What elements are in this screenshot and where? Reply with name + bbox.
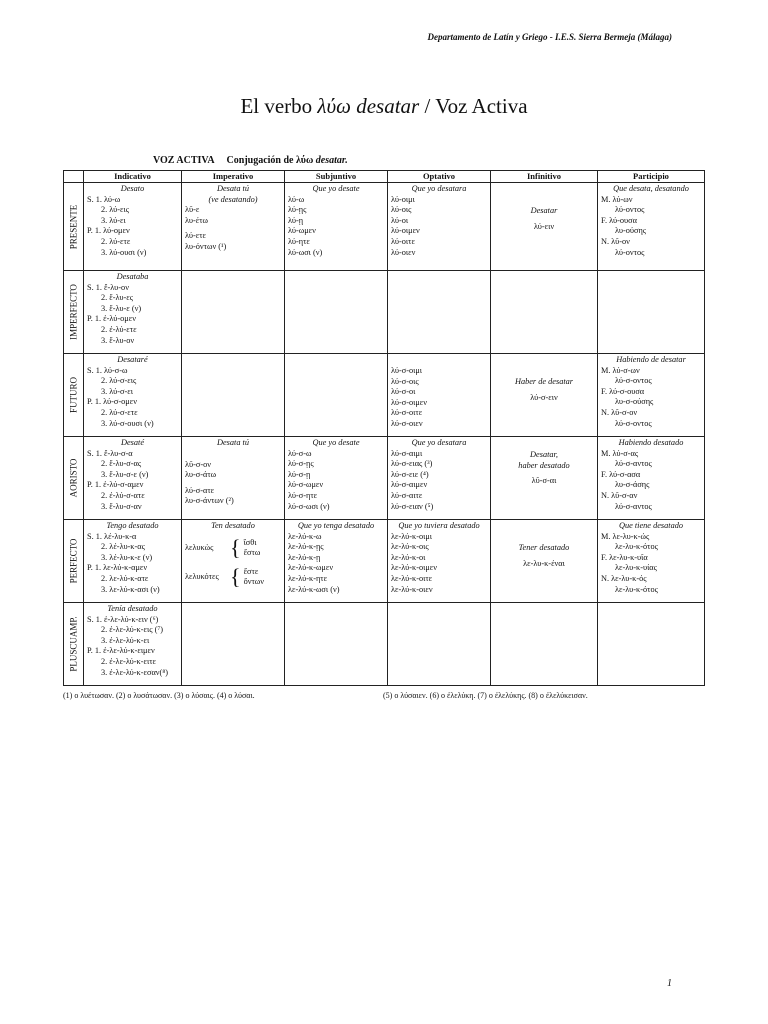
form-line: λύ-οις bbox=[391, 205, 412, 215]
empty-cell bbox=[285, 603, 388, 686]
cell-pluscuamperfecto-indicativo bbox=[84, 603, 182, 686]
form-line: λύ-ω bbox=[288, 194, 305, 204]
table-row bbox=[64, 603, 705, 686]
form-line: λύ-σ-οιεν bbox=[391, 418, 423, 428]
form-line: λύ-ωσι (ν) bbox=[288, 247, 323, 257]
cell-futuro-infinitivo bbox=[491, 354, 598, 437]
form-line: λύ-οιεν bbox=[391, 247, 416, 257]
mood-heading: Tengo desatado bbox=[106, 521, 159, 530]
empty-cell bbox=[182, 354, 285, 437]
form-line: 2. ἐ-λε-λύ-κ-ειτε bbox=[101, 656, 157, 666]
form-line: λύ-οι bbox=[391, 215, 409, 225]
form-line: N. λῦ-ον bbox=[601, 236, 630, 246]
empty-cell bbox=[285, 354, 388, 437]
form-line: λυ-ούσης bbox=[615, 226, 647, 236]
form-line: λύ-σ-οιμι bbox=[391, 366, 423, 375]
footnotes-right: (5) ο λύσαιεν. (6) ο ἐλελύκη. (7) ο ἐλελύκης. (8) ο ἐλελύκεισαν. bbox=[383, 691, 588, 700]
form-line: λε-λυ-κ-υίας bbox=[615, 563, 657, 573]
form-line: ὄντων bbox=[243, 577, 265, 587]
form-line: λύ-σ-οις bbox=[391, 376, 419, 386]
form-line: 2. λε-λύ-κ-ατε bbox=[101, 573, 149, 583]
form-line: 2. ἔ-λυ-σ-ας bbox=[101, 459, 142, 469]
form-line: 3. λύ-ουσι (ν) bbox=[101, 247, 147, 257]
mood-heading: Habiendo de desatar bbox=[616, 355, 686, 364]
cell-aoristo-subjuntivo bbox=[285, 437, 388, 520]
form-line: ἴσθι bbox=[243, 537, 257, 547]
form-line: λῦ-σ-αι bbox=[531, 476, 557, 486]
form-line: 2. λέ-λυ-κ-ας bbox=[101, 542, 145, 552]
form-line: M. λε-λυ-κ-ώς bbox=[601, 531, 650, 541]
form-line: λυ-σ-άτω bbox=[185, 470, 217, 480]
cell-perfecto-indicativo bbox=[84, 520, 182, 603]
form-line: λύ-σ-οι bbox=[391, 387, 416, 397]
cell-futuro-optativo bbox=[388, 354, 491, 437]
mood-heading: Desatar, bbox=[530, 450, 558, 459]
form-line: λύ-σ-οιτε bbox=[391, 408, 423, 418]
table-row bbox=[64, 520, 705, 603]
mood-heading: Habiendo desatado bbox=[618, 438, 684, 447]
form-line: λύ-σ-ατε bbox=[185, 485, 215, 495]
form-line: λύ-ετε bbox=[185, 231, 207, 241]
form-line: λύ-ητε bbox=[288, 236, 310, 246]
title-greek: λύω bbox=[317, 94, 351, 118]
caption-greek: λύω bbox=[295, 155, 314, 166]
form-line: N. λε-λυ-κ-ός bbox=[601, 573, 647, 583]
form-line: λύ-σ-ειας (³) bbox=[391, 459, 433, 469]
form-line: P. 1. ἐ-λε-λύ-κ-ειμεν bbox=[87, 646, 155, 656]
form-line: 2. ἐ-λύ-σ-ατε bbox=[101, 490, 145, 500]
empty-cell bbox=[182, 603, 285, 686]
form-line: λύ-σ-οντος bbox=[615, 418, 652, 428]
col-optativo: Optativo bbox=[388, 171, 491, 183]
form-line: 2. λύ-ετε bbox=[101, 236, 131, 246]
table-row bbox=[64, 183, 705, 271]
conjugation-table bbox=[63, 170, 705, 686]
cell-perfecto-imperativo bbox=[182, 520, 285, 603]
title-gloss: desatar bbox=[356, 94, 420, 118]
empty-cell bbox=[388, 271, 491, 354]
form-line: ἔστε bbox=[243, 566, 259, 576]
page-title bbox=[0, 94, 768, 119]
cell-perfecto-infinitivo bbox=[491, 520, 598, 603]
form-line: M. λύ-ων bbox=[601, 194, 633, 204]
table-caption bbox=[153, 155, 348, 166]
cell-futuro-indicativo bbox=[84, 354, 182, 437]
title-suffix: / Voz Activa bbox=[419, 94, 528, 118]
cell-aoristo-infinitivo bbox=[491, 437, 598, 520]
form-line: N. λῦ-σ-ον bbox=[601, 407, 638, 417]
form-line: λύ-σ-ειε (⁴) bbox=[391, 469, 429, 479]
form-line: λύ-ῃς bbox=[288, 205, 307, 215]
form-line: 3. ἔ-λυ-ε (ν) bbox=[101, 303, 142, 313]
form-line: λύ-ειν bbox=[533, 221, 555, 231]
form-line: F. λύ-σ-ουσα bbox=[601, 386, 645, 396]
cell-aoristo-optativo bbox=[388, 437, 491, 520]
form-line: 3. λύ-ει bbox=[101, 215, 126, 225]
form-line: λύ-σ-αιτε bbox=[391, 490, 423, 500]
cell-perfecto-subjuntivo bbox=[285, 520, 388, 603]
caption-voice: VOZ ACTIVA bbox=[153, 155, 215, 166]
cell-aoristo-imperativo bbox=[182, 437, 285, 520]
table-row bbox=[64, 271, 705, 354]
cell-presente-imperativo bbox=[182, 183, 285, 271]
cell-presente-infinitivo bbox=[491, 183, 598, 271]
page-header: Departamento de Latín y Griego - I.E.S. Sierra Bermeja (Málaga) bbox=[427, 32, 672, 42]
form-line: 2. λύ-εις bbox=[101, 205, 130, 215]
form-line: λύ-σ-αιμι bbox=[391, 448, 423, 458]
form-line: F. λύ-σ-ασα bbox=[601, 469, 641, 479]
form-line: λε-λύ-κ-οιμι bbox=[391, 531, 433, 541]
cell-aoristo-indicativo bbox=[84, 437, 182, 520]
form-line: S. 1. ἔ-λυ-ον bbox=[87, 282, 129, 292]
caption-label: Conjugación de bbox=[226, 155, 296, 166]
periphrastic-plural bbox=[185, 564, 281, 590]
cell-perfecto-participio bbox=[598, 520, 705, 603]
form-line: λύ-σ-ωσι (ν) bbox=[288, 501, 330, 511]
footnotes-left: (1) ο λυέτωσαν. (2) ο λυσάτωσαν. (3) ο λύσαις. (4) ο λύσαι. bbox=[63, 691, 255, 700]
page-number: 1 bbox=[667, 978, 672, 989]
form-line: λε-λύ-κ-οιεν bbox=[391, 584, 433, 594]
form-line: 3. λύ-σ-ουσι (ν) bbox=[101, 418, 154, 428]
form-line: 3. ἔ-λυ-σ-αν bbox=[101, 501, 142, 511]
form-line: 3. ἔ-λυ-σ-ε (ν) bbox=[101, 469, 149, 479]
form-line: λε-λύ-κ-ῃ bbox=[288, 552, 321, 562]
tense-label-presente: PRESENTE bbox=[64, 183, 84, 271]
form-line: λύ-σ-ῃς bbox=[288, 459, 314, 469]
empty-cell bbox=[182, 271, 285, 354]
mood-heading: Desataré bbox=[117, 355, 148, 364]
empty-cell bbox=[285, 271, 388, 354]
participle-label: λελυκότες bbox=[185, 572, 219, 582]
form-line: λύ-σ-ειαν (⁵) bbox=[391, 501, 434, 511]
form-line: λύ-σ-αντος bbox=[615, 501, 652, 511]
mood-heading: Tener desatado bbox=[518, 543, 570, 552]
form-line: 2. λύ-σ-ετε bbox=[101, 407, 138, 417]
mood-heading: Desata tú bbox=[216, 184, 250, 193]
form-line: λυ-σ-άσης bbox=[615, 480, 650, 490]
mood-heading: Que desata, desatando bbox=[613, 184, 689, 193]
form-line: λύ-σ-ῃ bbox=[288, 469, 311, 479]
table-row bbox=[64, 437, 705, 520]
mood-heading: Desata tú bbox=[216, 438, 250, 447]
cell-presente-participio bbox=[598, 183, 705, 271]
mood-heading: Tenía desatado bbox=[107, 604, 158, 613]
form-line: 3. λέ-λυ-κ-ε (ν) bbox=[101, 552, 153, 562]
form-line: λύ-σ-ειν bbox=[530, 392, 558, 402]
form-line: 3. λύ-σ-ει bbox=[101, 386, 133, 396]
cell-imperfecto-indicativo bbox=[84, 271, 182, 354]
form-line: P. 1. λύ-ομεν bbox=[87, 226, 130, 236]
col-imperativo: Imperativo bbox=[182, 171, 285, 183]
form-line: λε-λυ-κ-ότος bbox=[615, 542, 658, 552]
form-line: ἔστω bbox=[243, 548, 261, 558]
form-line: λε-λυ-κ-ότος bbox=[615, 584, 658, 594]
form-line: λε-λύ-κ-ῃς bbox=[288, 542, 324, 552]
mood-heading: Que yo desatara bbox=[411, 184, 467, 193]
form-line: λύ-οιμι bbox=[391, 194, 415, 204]
form-line: λε-λύ-κ-ωσι (ν) bbox=[288, 584, 340, 594]
form-line: 3. ἐ-λε-λύ-κ-ει bbox=[101, 635, 150, 645]
form-line: N. λῦ-σ-αν bbox=[601, 490, 638, 500]
empty-cell bbox=[598, 271, 705, 354]
form-line: 2. λύ-σ-εις bbox=[101, 376, 137, 386]
tense-label-imperfecto: IMPERFECTO bbox=[64, 271, 84, 354]
tense-label-aoristo: AORISTO bbox=[64, 437, 84, 520]
mood-heading: Ten desatado bbox=[211, 521, 255, 530]
brace-icon: { bbox=[230, 564, 241, 590]
cell-perfecto-optativo bbox=[388, 520, 491, 603]
caption-gloss: desatar. bbox=[315, 155, 348, 166]
title-prefix: El verbo bbox=[240, 94, 318, 118]
mood-heading: Desataba bbox=[116, 272, 149, 281]
form-line: λύ-ῃ bbox=[288, 215, 304, 225]
form-line: M. λύ-σ-ων bbox=[601, 365, 640, 375]
form-line: λύ-οντος bbox=[615, 205, 645, 215]
form-line: P. 1. ἐ-λύ-ομεν bbox=[87, 314, 136, 324]
empty-cell bbox=[491, 271, 598, 354]
form-line: λύ-σ-αντος bbox=[615, 459, 652, 469]
cell-aoristo-participio bbox=[598, 437, 705, 520]
form-line: λύ-σ-οιμεν bbox=[391, 397, 428, 407]
cell-presente-subjuntivo bbox=[285, 183, 388, 271]
cell-presente-indicativo bbox=[84, 183, 182, 271]
form-line: 2. ἐ-λύ-ετε bbox=[101, 324, 137, 334]
cell-futuro-participio bbox=[598, 354, 705, 437]
form-line: S. 1. λέ-λυ-κ-α bbox=[87, 531, 137, 541]
col-indicativo: Indicativo bbox=[84, 171, 182, 183]
form-line: λῦ-σ-ον bbox=[185, 459, 212, 469]
form-line: S. 1. ἔ-λυ-σ-α bbox=[87, 448, 133, 458]
tense-label-futuro: FUTURO bbox=[64, 354, 84, 437]
form-line: λύ-οιμεν bbox=[391, 226, 420, 236]
mood-subheading: (ve desatando) bbox=[208, 194, 258, 204]
empty-cell bbox=[598, 603, 705, 686]
form-line: F. λύ-ουσα bbox=[601, 215, 637, 225]
col-subjuntivo: Subjuntivo bbox=[285, 171, 388, 183]
form-line: 2. ἔ-λυ-ες bbox=[101, 293, 134, 303]
mood-heading: Desaté bbox=[120, 438, 145, 447]
form-line: S. 1. ἐ-λε-λύ-κ-ειν (⁶) bbox=[87, 614, 159, 624]
empty-cell bbox=[388, 603, 491, 686]
form-line: P. 1. λύ-σ-ομεν bbox=[87, 397, 137, 407]
table-header-row bbox=[64, 171, 705, 183]
form-line: S. 1. λύ-ω bbox=[87, 194, 121, 204]
mood-heading: Que yo desatara bbox=[411, 438, 467, 447]
participle-label: λελυκὼς bbox=[185, 542, 214, 552]
mood-heading: Desato bbox=[120, 184, 145, 193]
form-line: λε-λύ-κ-ωμεν bbox=[288, 563, 334, 573]
form-line: λύ-οντος bbox=[615, 247, 645, 257]
form-line: λυ-όντων (¹) bbox=[185, 241, 227, 251]
mood-heading: Que yo tenga desatado bbox=[297, 521, 375, 530]
form-line: P. 1. λε-λύ-κ-αμεν bbox=[87, 563, 148, 573]
form-line: 3. λε-λύ-κ-ασι (ν) bbox=[101, 584, 160, 594]
form-line: λε-λύ-κ-οιμεν bbox=[391, 563, 438, 573]
mood-heading: Haber de desatar bbox=[514, 377, 574, 386]
mood-heading: Que yo desate bbox=[312, 184, 360, 193]
form-line: 3. ἔ-λυ-ον bbox=[101, 335, 135, 345]
tense-label-pluscuamperfecto: PLUSCUAMP. bbox=[64, 603, 84, 686]
cell-presente-optativo bbox=[388, 183, 491, 271]
col-participio: Participio bbox=[598, 171, 705, 183]
form-line: λύ-σ-ω bbox=[288, 448, 312, 458]
form-line: λύ-σ-οντος bbox=[615, 376, 652, 386]
form-line: λυ-σ-ούσης bbox=[615, 397, 654, 407]
mood-heading: Que tiene desatado bbox=[618, 521, 684, 530]
form-line: λύ-σ-ητε bbox=[288, 490, 318, 500]
form-line: 2. ἐ-λε-λύ-κ-εις (⁷) bbox=[101, 625, 163, 635]
mood-heading: Que yo tuviera desatado bbox=[398, 521, 480, 530]
form-line: λε-λυ-κ-έναι bbox=[523, 558, 565, 568]
form-line: λυ-έτω bbox=[185, 215, 209, 225]
empty-cell bbox=[491, 603, 598, 686]
form-line: λε-λύ-κ-οις bbox=[391, 542, 429, 552]
tense-label-perfecto: PERFECTO bbox=[64, 520, 84, 603]
form-line: λυ-σ-άντων (²) bbox=[185, 496, 234, 506]
form-line: λε-λύ-κ-ητε bbox=[288, 573, 328, 583]
corner-cell bbox=[64, 171, 84, 183]
form-line: P. 1. ἐ-λύ-σ-αμεν bbox=[87, 480, 144, 490]
table-row bbox=[64, 354, 705, 437]
form-line: λύ-σ-αιμεν bbox=[391, 480, 428, 490]
form-line: λε-λύ-κ-οι bbox=[391, 552, 426, 562]
periphrastic-singular bbox=[185, 535, 281, 561]
form-line: λε-λύ-κ-οιτε bbox=[391, 573, 433, 583]
form-line: λε-λύ-κ-ω bbox=[288, 531, 322, 541]
form-line: λύ-σ-ωμεν bbox=[288, 480, 324, 490]
form-line: λύ-ωμεν bbox=[288, 226, 316, 236]
form-line: M. λύ-σ-ας bbox=[601, 448, 639, 458]
mood-heading: haber desatado bbox=[518, 460, 570, 470]
form-line: F. λε-λυ-κ-υῖα bbox=[601, 552, 648, 562]
mood-heading: Que yo desate bbox=[312, 438, 360, 447]
form-line: 3. ἐ-λε-λύ-κ-εσαν(⁸) bbox=[101, 667, 168, 677]
form-line: λῦ-ε bbox=[185, 205, 200, 215]
brace-icon: { bbox=[230, 535, 241, 561]
form-line: S. 1. λύ-σ-ω bbox=[87, 365, 128, 375]
form-line: λύ-οιτε bbox=[391, 236, 415, 246]
mood-heading: Desatar bbox=[530, 206, 558, 215]
col-infinitivo: Infinitivo bbox=[491, 171, 598, 183]
